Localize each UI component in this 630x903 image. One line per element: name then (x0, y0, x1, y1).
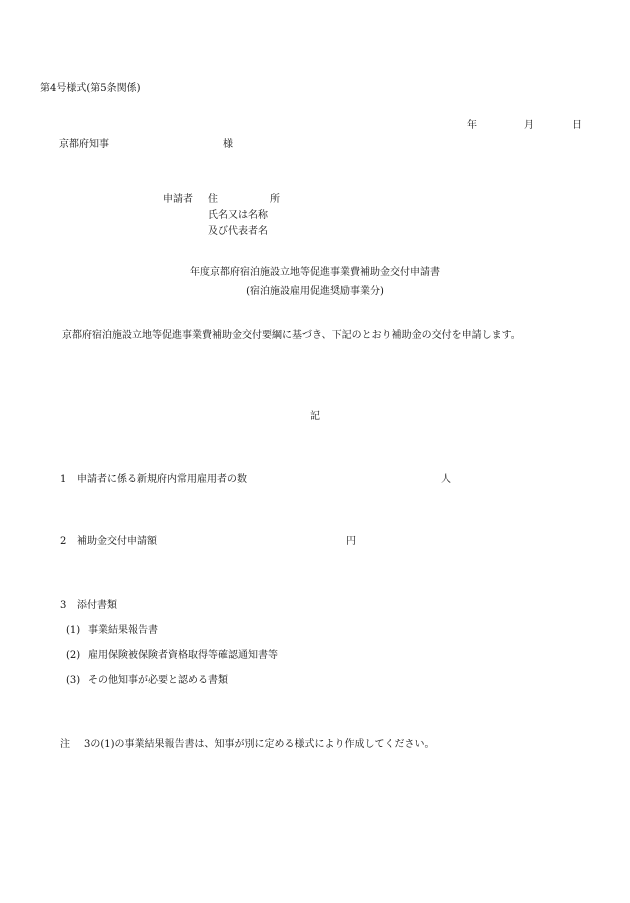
document-title: 年度京都府宿泊施設立地等促進事業費補助金交付申請書 (190, 267, 440, 278)
note-text: 3の(1)の事業結果報告書は、知事が別に定める様式により作成してください。 (84, 739, 435, 750)
item1-number: 1 (60, 474, 67, 485)
attachment-3-number: (3) (66, 675, 81, 686)
document-subtitle: (宿泊施設雇用促進奨励事業分) (246, 286, 384, 297)
item2-unit: 円 (346, 536, 356, 547)
attachment-3-label: その他知事が必要と認める書類 (88, 675, 228, 686)
item2-label: 補助金交付申請額 (77, 536, 157, 547)
representative-label: 及び代表者名 (208, 226, 268, 237)
note-label: 注 (60, 739, 70, 750)
item1-label: 申請者に係る新規府内常用雇用者の数 (77, 474, 247, 485)
addressee-honorific: 様 (223, 139, 233, 150)
attachment-1-number: (1) (66, 625, 81, 636)
item3-number: 3 (60, 600, 67, 611)
applicant-label: 申請者 (163, 194, 193, 205)
item3-label: 添付書類 (77, 600, 117, 611)
address-label-part1: 住 (208, 194, 218, 205)
attachment-2-label: 雇用保険被保険者資格取得等確認通知書等 (88, 650, 278, 661)
attachment-1-label: 事業結果報告書 (88, 625, 158, 636)
intro-paragraph: 京都府宿泊施設立地等促進事業費補助金交付要綱に基づき、下記のとおり補助金の交付を申請します。 (62, 330, 521, 341)
attachment-2-number: (2) (66, 650, 81, 661)
date-month-label: 月 (524, 120, 534, 131)
address-label-part2: 所 (270, 194, 280, 205)
item2-number: 2 (60, 536, 67, 547)
ki-heading: 記 (310, 411, 320, 422)
form-number: 第4号様式(第5条関係) (40, 83, 141, 94)
addressee-name: 京都府知事 (59, 139, 109, 150)
date-year-label: 年 (467, 120, 477, 131)
item1-unit: 人 (441, 474, 451, 485)
name-label: 氏名又は名称 (208, 210, 268, 221)
date-day-label: 日 (572, 120, 582, 131)
